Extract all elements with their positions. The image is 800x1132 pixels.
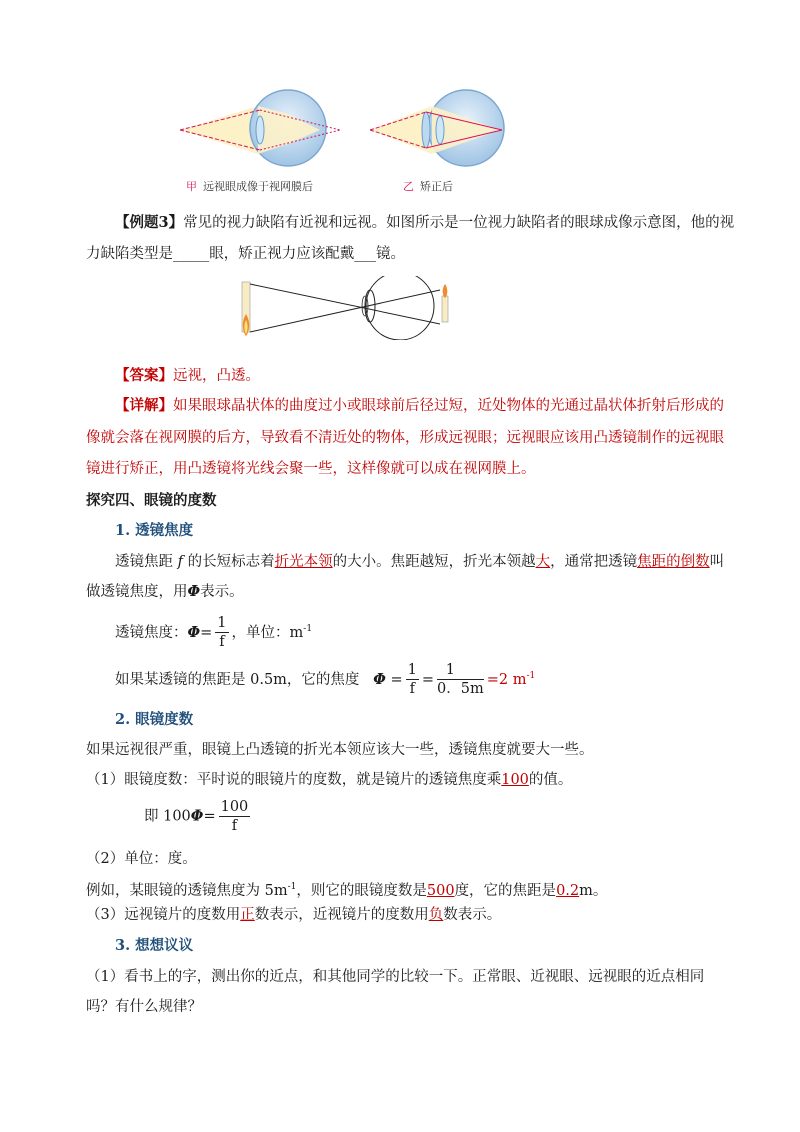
sub1-formula: 透镜焦度：Φ= $\frac{1}{f}$ ，单位：$m^{-1}$ [115,615,313,651]
example3-detail-line2: 像就会落在视网膜的后方，导致看不清近处的物体，形成远视眼；远视眼应该用凸透镜制作的远视眼 [86,430,724,446]
figure-caption-left: 甲 远视眼成像于视网膜后 [186,180,313,193]
sub1-paragraph-line2: 做透镜焦度，用Φ表示。 [86,583,244,600]
example3-detail-line3: 镜进行矫正，用凸透镜将光线会聚一些，这样像就可以成在视网膜上。 [86,461,536,477]
sub2-formula: 即 100Φ= $\frac{100}{f}$ [144,799,249,834]
fraction-1-over-f-example: $\frac{1}{f}$ [407,662,417,698]
eye-left-graphic [180,90,340,166]
example3-question-line1: 【例题3】常见的视力缺陷有近视和远视。如图所示是一位视力缺陷者的眼球成像示意图，他的视 [115,214,735,231]
sub3-paragraph-line1: （1）看书上的字，测出你的近点，和其他同学的比较一下。正常眼、近视眼、远视眼的近点相同 [86,969,705,985]
sub2-paragraph: 如果远视很严重，眼镜上凸透镜的折光本领应该大一些，透镜焦度就要大一些。 [86,742,594,758]
example3-question-line2: 力缺陷类型是_____眼，矫正视力应该配戴___镜。 [86,246,405,262]
blank-2: ___ [354,246,376,262]
sub2-item2: （2）单位：度。 [86,851,197,867]
fraction-1-over-half-meter: $\frac{1}{0.5m}$ [437,662,484,698]
sub2-example: 例如，某眼镜的透镜焦度为 $5m^{-1}$，则它的眼镜度数是500度，它的焦距是0.2m。 [86,882,608,899]
figure-caption-right: 乙 矫正后 [403,180,453,193]
eye-right-graphic [370,90,504,166]
sub3-paragraph-line2: 吗？有什么规律？ [86,999,202,1015]
sub2-heading: 2. 眼镜度数 [115,711,194,728]
sub1-paragraph-line1: 透镜焦距 f 的长短标志着折光本领的大小。焦距越短，折光本领越大，通常把透镜焦距的倒数叫 [115,554,725,570]
example3-answer: 【答案】远视，凸透。 [115,367,260,384]
fraction-100-over-f: $\frac{100}{f}$ [220,799,249,834]
sub2-item1: （1）眼镜度数：平时说的眼镜片的度数，就是镜片的透镜焦度乘100的值。 [86,772,573,788]
sub2-item3: （3）远视镜片的度数用正数表示，近视镜片的度数用负数表示。 [86,907,502,923]
sub1-heading: 1. 透镜焦度 [115,522,194,539]
section4-title: 探究四、眼镜的度数 [86,492,217,509]
blank-1: _____ [173,246,210,262]
eye-diagram-farsighted [170,84,530,174]
sub3-heading: 3. 想想议议 [115,937,194,954]
sub1-example: 如果某透镜的焦距是 0.5m，它的焦度 Φ = $\frac{1}{f}$ = $\frac{1}{0.5m}$ =2 $m^{-1}$ [115,662,536,698]
fraction-1-over-f: $\frac{1}{f}$ [217,615,227,651]
example3-detail-line1: 【详解】如果眼球晶状体的曲度过小或眼球前后径过短，近处物体的光通过晶状体折射后形成的 [115,397,724,414]
eye-candle-diagram [238,276,458,340]
